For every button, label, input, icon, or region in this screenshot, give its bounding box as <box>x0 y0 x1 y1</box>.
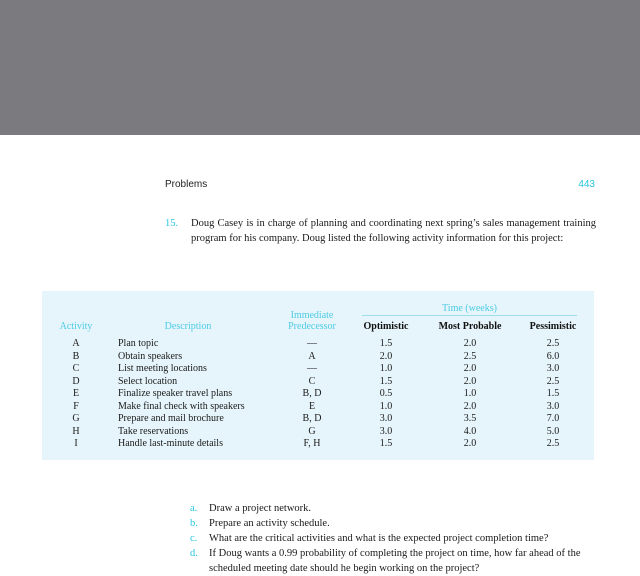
pessimistic-cell: 2.5 <box>546 338 560 349</box>
question-item <box>190 531 600 546</box>
optimistic-cell: 3.0 <box>379 413 393 424</box>
predecessor-cell: C <box>308 375 316 387</box>
description-cell: Plan topic <box>118 338 159 349</box>
most-probable-cell: 4.0 <box>463 425 477 437</box>
description-cell: List meeting locations <box>118 363 207 374</box>
section-header: Problems <box>165 179 208 190</box>
activity-table <box>42 291 594 460</box>
pessimistic-header: Pessimistic <box>529 321 577 332</box>
question-label: b. <box>190 518 198 529</box>
description-cell: Handle last-minute details <box>118 438 223 449</box>
problem-number: 15. <box>165 218 179 229</box>
pessimistic-cell: 2.5 <box>546 375 560 387</box>
optimistic-header: Optimistic <box>363 321 409 332</box>
question-item <box>190 516 600 531</box>
activity-cell: E <box>72 388 80 399</box>
time-group-rule <box>362 315 577 316</box>
pessimistic-cell: 2.5 <box>546 438 560 449</box>
time-group-header: Time (weeks) <box>442 303 497 314</box>
question-label: c. <box>190 533 198 544</box>
activity-cell: I <box>74 438 78 449</box>
optimistic-cell: 1.5 <box>379 338 393 349</box>
optimistic-cell: 1.0 <box>379 363 393 374</box>
predecessor-cell: — <box>307 363 317 374</box>
table-row <box>42 388 594 401</box>
question-list <box>190 501 600 576</box>
pessimistic-cell: 7.0 <box>546 413 560 424</box>
predecessor-cell: — <box>307 338 317 349</box>
description-header: Description <box>164 321 212 332</box>
predecessor-header-line2: Predecessor <box>288 321 336 332</box>
description-cell: Select location <box>118 375 178 387</box>
most-probable-cell: 2.0 <box>463 400 477 412</box>
activity-cell: H <box>72 425 80 437</box>
optimistic-cell: 1.5 <box>379 438 393 449</box>
predecessor-cell: A <box>308 350 316 362</box>
optimistic-cell: 3.0 <box>379 425 393 437</box>
table-row <box>42 351 594 364</box>
most-probable-cell: 1.0 <box>463 388 477 399</box>
predecessor-header-line1: Immediate <box>290 310 334 321</box>
problem-statement <box>165 216 596 246</box>
pessimistic-cell: 3.0 <box>546 363 560 374</box>
description-cell: Take reservations <box>118 425 189 437</box>
pessimistic-cell: 6.0 <box>546 350 560 362</box>
question-label: a. <box>190 503 198 514</box>
activity-cell: G <box>72 413 80 424</box>
page-number: 443 <box>578 179 595 190</box>
optimistic-cell: 2.0 <box>379 350 393 362</box>
question-text: Draw a project network. <box>209 503 312 514</box>
predecessor-cell: B, D <box>302 413 322 424</box>
question-text: Prepare an activity schedule. <box>209 518 330 529</box>
question-text: What are the critical activities and what is the expected project completion time? <box>209 533 549 544</box>
most-probable-cell: 3.5 <box>463 413 477 424</box>
most-probable-cell: 2.0 <box>463 363 477 374</box>
pessimistic-cell: 3.0 <box>546 400 560 412</box>
table-row <box>42 413 594 426</box>
table-row <box>42 338 594 351</box>
predecessor-cell: E <box>308 400 316 412</box>
problem-text: Doug Casey is in charge of planning and coordinating next spring’s sales management training program for his company. Doug listed the following activity information for this project: <box>191 218 596 244</box>
pessimistic-cell: 1.5 <box>546 388 560 399</box>
most-probable-cell: 2.0 <box>463 338 477 349</box>
activity-header: Activity <box>59 321 93 332</box>
description-cell: Make final check with speakers <box>118 400 245 412</box>
activity-cell: F <box>73 400 79 412</box>
activity-cell: C <box>72 363 80 374</box>
optimistic-cell: 1.5 <box>379 375 393 387</box>
question-label: d. <box>190 548 198 559</box>
most-probable-cell: 2.0 <box>463 438 477 449</box>
predecessor-cell: G <box>308 425 316 437</box>
table-row <box>42 401 594 414</box>
description-cell: Prepare and mail brochure <box>118 413 224 424</box>
activity-cell: A <box>72 338 80 349</box>
most-probable-header: Most Probable <box>438 321 502 332</box>
table-row <box>42 426 594 439</box>
table-row <box>42 438 594 451</box>
question-item <box>190 501 600 516</box>
optimistic-cell: 0.5 <box>379 388 393 399</box>
table-row <box>42 363 594 376</box>
predecessor-cell: B, D <box>302 388 322 399</box>
table-row <box>42 376 594 389</box>
most-probable-cell: 2.0 <box>463 375 477 387</box>
activity-cell: D <box>72 375 80 387</box>
description-cell: Obtain speakers <box>118 350 183 362</box>
pessimistic-cell: 5.0 <box>546 425 560 437</box>
activity-cell: B <box>72 350 80 362</box>
most-probable-cell: 2.5 <box>463 350 477 362</box>
question-text: If Doug wants a 0.99 probability of completing the project on time, how far ahead of the scheduled meeting date should he begin working on the project? <box>209 548 581 574</box>
predecessor-cell: F, H <box>303 438 321 449</box>
top-gray-bar <box>0 0 640 135</box>
optimistic-cell: 1.0 <box>379 400 393 412</box>
description-cell: Finalize speaker travel plans <box>118 388 233 399</box>
question-item <box>190 546 600 576</box>
